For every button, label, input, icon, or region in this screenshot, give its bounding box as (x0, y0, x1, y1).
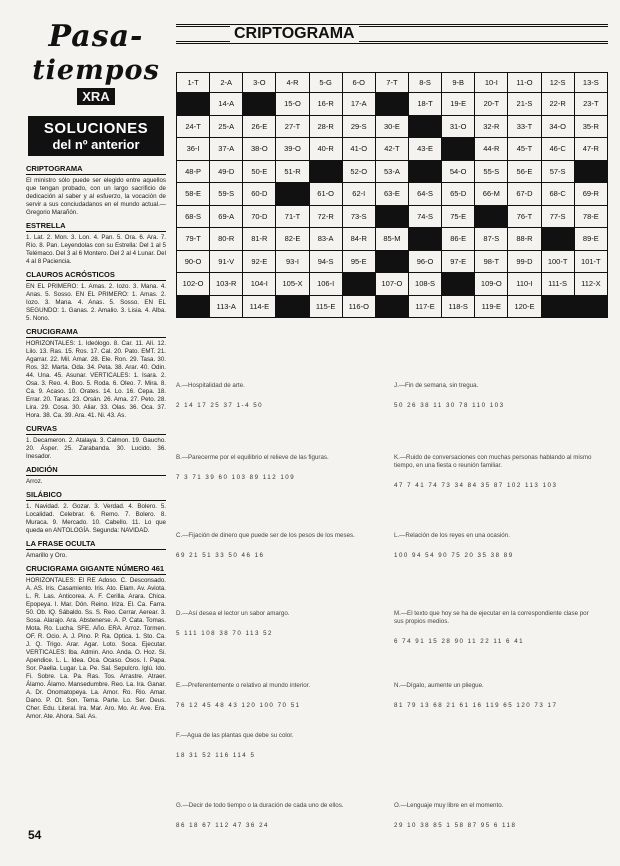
black-cell (177, 93, 210, 116)
grid-cell: 17-A (342, 93, 375, 116)
grid-cell: 69-A (210, 205, 243, 228)
clue-number-slots: 86 18 67 112 47 36 24 (176, 822, 269, 829)
grid-cell: 97-E (442, 250, 475, 273)
grid-cell: 49-D (210, 160, 243, 183)
solution-section (26, 327, 166, 420)
grid-cell: 95-E (342, 250, 375, 273)
grid-cell: 74-S (408, 205, 441, 228)
grid-cell: 16-R (309, 93, 342, 116)
grid-cell: 83-A (309, 228, 342, 251)
grid-cell: 70-D (243, 205, 276, 228)
grid-cell: 1-T (177, 73, 210, 93)
grid-cell: 79-T (177, 228, 210, 251)
grid-cell: 25-A (210, 115, 243, 138)
grid-cell: 66-M (475, 183, 508, 206)
grid-cell: 94-S (309, 250, 342, 273)
clue-text: N.—Dígalo, aumente un pliegue. (394, 682, 484, 689)
clue-text: D.—Así desea el lector un sabor amargo. (176, 610, 290, 617)
solutions-list (26, 164, 166, 721)
grid-cell: 72-R (309, 205, 342, 228)
grid-cell: 71-T (276, 205, 309, 228)
grid-cell: 43-E (408, 138, 441, 161)
grid-cell: 38-O (243, 138, 276, 161)
clue-text: K.—Ruido de conversaciones con muchas personas hablando al mismo tiempo, en una fiesta o reunión familiar. (394, 454, 592, 469)
solution-section-heading: CRUCIGRAMA GIGANTE NÚMERO 461 (26, 564, 165, 573)
black-cell (408, 228, 441, 251)
clue-item (176, 610, 382, 637)
clue-item (394, 802, 600, 829)
black-cell (574, 295, 607, 318)
solution-section-heading: SILÁBICO (26, 490, 166, 501)
grid-cell: 48-P (177, 160, 210, 183)
grid-cell: 44-R (475, 138, 508, 161)
grid-cell: 31-O (442, 115, 475, 138)
page-number: 54 (28, 828, 42, 842)
grid-cell: 62-I (342, 183, 375, 206)
grid-cell: 13-S (574, 73, 607, 93)
grid-cell: 109-O (475, 273, 508, 296)
logo-line-1: Pasa- (48, 20, 144, 54)
grid-cell: 119-E (475, 295, 508, 318)
grid-cell: 76-T (508, 205, 541, 228)
black-cell (342, 273, 375, 296)
clue-item (394, 682, 600, 709)
grid-cell: 15-O (276, 93, 309, 116)
grid-cell: 81-R (243, 228, 276, 251)
grid-cell: 112-X (574, 273, 607, 296)
clue-number-slots: 69 21 51 33 50 46 16 (176, 552, 265, 559)
grid-cell: 22-R (541, 93, 574, 116)
grid-cell: 82-E (276, 228, 309, 251)
grid-cell: 116-O (342, 295, 375, 318)
grid-cell: 61-O (309, 183, 342, 206)
solution-section-text: HORIZONTALES: El RE Adoso. C. Desconsado. A. AS. Iris. Casamiento. Iris. Ato. Elam. Av. Aviota. L. R. Las. Anticorea. A. F. Cerilla. Arara. Chica. Epopeya. I. Mar. Dón. Reino. Iriza. El. Ca. Farra. 50. Ob. IQ. Sábaldo. Ss. S. Reo. Cerrar. Aerear. 3. Sosa. Alarajo. Ara. Abstenerse. A. P. Cata. Tomas. Mota. Ro. Lucha. SFE. Año. ERA. Arroz. Tormen. OF. R. Ocio. A. J. Pino. P. Ra. Optica. 1. Sto. Ca. J. Q. Trigo. Arar. Agar. Loto. Soca. Ejecutar. VERTICALES: Iba. Admin. Ano. Anda. O. Hoz. Si. Apendice. L. L. Idea. Oca. Ocaso. Osos. I. Papa. Sor. Paella. Lugar. La. Pe. Sal. Sepulcro. Iglú. Ido. Fi. Sobre. La. Pa. Ras. Tos. Arrastre. Atraer. Álamo. Álamo. Mansedumbre. Reo. La. Ira. Ganar. A. Dr. Onomatopeya. La. Amor. Ro. Rio. Amar. Dano. P. Ot. Son. Tema. Parte. Lo. Ser. Deus. Cher. Edu. Literal. Ira. Mar. Aro. Mo. Ar. Ave. Era. Amor. Ate. Ahora. Sal. As. (26, 577, 166, 720)
grid-cell: 5-G (309, 73, 342, 93)
solution-section (26, 539, 166, 560)
black-cell (408, 160, 441, 183)
grid-cell: 33-T (508, 115, 541, 138)
solution-section (26, 465, 166, 486)
grid-cell: 19-E (442, 93, 475, 116)
grid-cell: 113-A (210, 295, 243, 318)
grid-cell: 52-O (342, 160, 375, 183)
grid-cell: 24-T (177, 115, 210, 138)
grid-cell: 47-R (574, 138, 607, 161)
solution-section-text: 1. Lat. 2. Mon. 3. Lon. 4. Pan. 5. Ora. 6. Ara. 7. Río. 8. Pan. Leyendolas con su Estrella: Del 1 al 5 Telémaco. Del 3 al 6 Montero. Del 2 al 4 Lunar. Del 4 al 8 Paciencia. (26, 234, 166, 265)
clue-item (394, 532, 600, 559)
title-banner (176, 24, 608, 44)
grid-cell: 21-S (508, 93, 541, 116)
grid-cell: 30-E (375, 115, 408, 138)
grid-cell: 42-T (375, 138, 408, 161)
magazine-logo (26, 20, 166, 108)
grid-cell: 87-S (475, 228, 508, 251)
black-cell (375, 93, 408, 116)
black-cell (375, 205, 408, 228)
grid-cell: 73-S (342, 205, 375, 228)
solution-section-text: 1. Navidad. 2. Gozar. 3. Verdad. 4. Bolero. 5. Localidad. Celebrar. 6. Remo. 7. Bolero. 8. Muraca. 9. Mercado. 10. Cabello. 11. Lo que queda en ANTOLOGÍA. Segunda: NAVIDAD. (26, 503, 166, 534)
grid-cell: 37-A (210, 138, 243, 161)
solution-section (26, 164, 166, 217)
grid-cell: 104-I (243, 273, 276, 296)
grid-row (177, 205, 608, 228)
grid-cell: 85-M (375, 228, 408, 251)
solution-section-text: HORIZONTALES: 1. Ideólogo. 8. Car. 11. Alí. 12. Lilo. 13. Ras. 15. Ros. 17. Cal. 20. Pato. EMT. 21. Agarrar. 22. Mil. Amar. 28. Ele. Ron. 29. Tasa. 30. Ros. 32. Marta. Oda. 34. Peta. 38. Arar. 40. Odin. 44. Una. 45. Asunar. VERTICALES: 1. Isara. 2. Osa. 3. Reo. 4. Boo. 5. Roda. 6. Oleo. 7. Mira. 8. Ca. 9. Acaso. 10. Orates. 14. Lo. 16. Cepa. 18. Errar. 20. Taras. 23. Orsán. 26. Ama. 27. Peto. 28. Lira. 29. Cosa. 30. Aliar. 33. Olas. 36. Oca. 37. Hora. 38. Ca. 39. Ara. 41. Ni. 43. As. (26, 340, 166, 419)
page-title: CRIPTOGRAMA (230, 25, 359, 43)
clue-text: C.—Fijación de dinero que puede ser de los pesos de los meses. (176, 532, 355, 539)
grid-cell: 8-S (408, 73, 441, 93)
clue-text: M.—El texto que hoy se ha de ejecutar en la correspondiente clase por sus propios medios. (394, 610, 589, 625)
grid-cell: 77-S (541, 205, 574, 228)
grid-cell: 6-O (342, 73, 375, 93)
grid-cell: 80-R (210, 228, 243, 251)
grid-row (177, 250, 608, 273)
grid-cell: 2-A (210, 73, 243, 93)
solutions-title: SOLUCIONES (43, 120, 149, 137)
clue-text: J.—Fin de semana, sin tregua. (394, 382, 479, 389)
clue-number-slots: 7 3 71 39 60 103 89 112 109 (176, 474, 296, 481)
grid-row (177, 115, 608, 138)
grid-cell: 93-I (276, 250, 309, 273)
grid-cell: 20-T (475, 93, 508, 116)
clue-text: F.—Agua de las plantas que debe su color. (176, 732, 294, 739)
clue-item (176, 732, 382, 759)
grid-cell: 108-S (408, 273, 441, 296)
clue-list (176, 382, 608, 842)
left-column (26, 20, 166, 840)
grid-cell: 90-O (177, 250, 210, 273)
grid-cell: 23-T (574, 93, 607, 116)
solution-section-heading: CURVAS (26, 424, 166, 435)
solution-section-text: El ministro sólo puede ser elegido entre aquellos que tengan probado, con un largo sacrificio de dedicación al saber y al esfuerzo, la vocación de servir a sus conciudadanos en el mundo actual.—Gregorio Marañón. (26, 177, 166, 216)
clue-text: O.—Lenguaje muy libre en el momento. (394, 802, 504, 809)
clue-number-slots: 47 7 41 74 73 34 84 35 87 102 113 103 (394, 482, 558, 489)
grid-cell: 39-O (276, 138, 309, 161)
black-cell (276, 295, 309, 318)
solution-section-text: Arroz. (26, 478, 43, 485)
grid-cell: 101-T (574, 250, 607, 273)
grid-cell: 3-O (243, 73, 276, 93)
grid-cell: 36-I (177, 138, 210, 161)
clue-item (176, 802, 382, 829)
grid-cell: 27-T (276, 115, 309, 138)
grid-cell: 40-R (309, 138, 342, 161)
black-cell (177, 295, 210, 318)
clue-item (394, 610, 600, 645)
grid-cell: 18-T (408, 93, 441, 116)
grid-cell: 68-C (541, 183, 574, 206)
grid-cell: 41-O (342, 138, 375, 161)
black-cell (375, 250, 408, 273)
grid-cell: 58-E (177, 183, 210, 206)
grid-cell: 11-O (508, 73, 541, 93)
solution-section (26, 424, 166, 461)
grid-cell: 9-B (442, 73, 475, 93)
grid-cell: 75-E (442, 205, 475, 228)
clue-number-slots: 76 12 45 48 43 120 100 70 51 (176, 702, 301, 709)
grid-cell: 102-O (177, 273, 210, 296)
black-cell (375, 295, 408, 318)
grid-cell: 84-R (342, 228, 375, 251)
clue-number-slots: 29 10 38 85 1 58 87 95 6 118 (394, 822, 517, 829)
solution-section-heading: CRUCIGRAMA (26, 327, 166, 338)
grid-row (177, 138, 608, 161)
clue-text: B.—Parecerme por el equilibrio el relieve de las figuras. (176, 454, 329, 461)
grid-cell: 4-R (276, 73, 309, 93)
grid-cell: 86-E (442, 228, 475, 251)
black-cell (309, 160, 342, 183)
clue-item (394, 454, 600, 489)
grid-cell: 50-E (243, 160, 276, 183)
black-cell (442, 138, 475, 161)
grid-cell: 60-D (243, 183, 276, 206)
grid-cell: 63-E (375, 183, 408, 206)
grid-row (177, 73, 608, 93)
clue-item (176, 682, 382, 709)
solution-section (26, 490, 166, 535)
clue-item (394, 382, 600, 409)
clue-number-slots: 100 94 54 90 75 20 35 38 89 (394, 552, 514, 559)
grid-cell: 26-E (243, 115, 276, 138)
solutions-header (28, 116, 164, 156)
grid-cell: 103-R (210, 273, 243, 296)
grid-cell: 34-O (541, 115, 574, 138)
grid-cell: 67-D (508, 183, 541, 206)
grid-row (177, 93, 608, 116)
black-cell (243, 93, 276, 116)
solution-section (26, 564, 166, 721)
grid-row (177, 183, 608, 206)
grid-cell: 92-E (243, 250, 276, 273)
black-cell (541, 228, 574, 251)
grid-cell: 59-S (210, 183, 243, 206)
grid-cell: 46-C (541, 138, 574, 161)
clue-number-slots: 18 31 52 116 114 5 (176, 752, 256, 759)
clue-item (176, 532, 382, 559)
black-cell (475, 205, 508, 228)
grid-cell: 89-E (574, 228, 607, 251)
clue-number-slots: 6 74 91 15 28 90 11 22 11 6 41 (394, 638, 525, 645)
grid-cell: 28-R (309, 115, 342, 138)
grid-row (177, 295, 608, 318)
cryptogram-grid (176, 72, 608, 318)
grid-cell: 65-D (442, 183, 475, 206)
grid-cell: 55-S (475, 160, 508, 183)
clue-text: G.—Decir de todo tiempo o la duración de cada uno de ellos. (176, 802, 344, 809)
clue-item (176, 454, 382, 481)
solution-section-text: 1. Decameron. 2. Atalaya. 3. Calmon. 19. Gaucho. 20. Ásper. 25. Zarabanda. 30. Lucido. 36. Inesador. (26, 437, 166, 460)
grid-cell: 64-S (408, 183, 441, 206)
grid-cell: 91-V (210, 250, 243, 273)
clue-number-slots: 5 111 108 38 70 113 52 (176, 630, 273, 637)
grid-cell: 115-E (309, 295, 342, 318)
solution-section-heading: ADICIÓN (26, 465, 166, 476)
grid-cell: 69-R (574, 183, 607, 206)
clue-text: L.—Relación de los reyes en una ocasión. (394, 532, 510, 539)
right-column (176, 24, 608, 844)
solution-section-heading: CLAUROS ACRÓSTICOS (26, 270, 166, 281)
black-cell (541, 295, 574, 318)
solution-section (26, 221, 166, 266)
grid-cell: 117-E (408, 295, 441, 318)
grid-cell: 98-T (475, 250, 508, 273)
grid-cell: 54-O (442, 160, 475, 183)
grid-cell: 53-A (375, 160, 408, 183)
clue-text: A.—Hospitalidad de arte. (176, 382, 245, 389)
grid-cell: 14-A (210, 93, 243, 116)
grid-cell: 111-S (541, 273, 574, 296)
solution-section-text: Amarillo y Oro. (26, 552, 67, 559)
grid-row (177, 228, 608, 251)
clue-number-slots: 50 26 38 11 30 78 110 103 (394, 402, 505, 409)
grid-cell: 88-R (508, 228, 541, 251)
solution-section-text: EN EL PRIMERO: 1. Amas. 2. Iozo. 3. Mana. 4. Anas. 5. Sosso. EN EL PRIMERO: 1. Amas. 2. Iozo. 3. Mana. 4. Anas. 5. Sosso. EN EL SEGUNDO: 1. Ganas. 2. Amalio. 3. Lisia. 4. Alba. 5. Nono. (26, 283, 166, 322)
solutions-subtitle: del nº anterior (52, 137, 140, 152)
grid-cell: 12-S (541, 73, 574, 93)
black-cell (408, 115, 441, 138)
grid-cell: 100-T (541, 250, 574, 273)
grid-row (177, 273, 608, 296)
clue-item (176, 382, 382, 409)
black-cell (442, 273, 475, 296)
logo-line-2: tiempos (32, 55, 160, 86)
grid-cell: 32-R (475, 115, 508, 138)
clue-text: E.—Preferentemente o relativo al mundo interior. (176, 682, 311, 689)
grid-cell: 51-R (276, 160, 309, 183)
solution-section (26, 270, 166, 323)
grid-cell: 56-E (508, 160, 541, 183)
grid-cell: 78-E (574, 205, 607, 228)
grid-cell: 120-E (508, 295, 541, 318)
clue-number-slots: 81 79 13 68 21 61 16 119 65 120 73 17 (394, 702, 558, 709)
grid-cell: 10-I (475, 73, 508, 93)
black-cell (574, 160, 607, 183)
grid-cell: 118-S (442, 295, 475, 318)
grid-cell: 105-X (276, 273, 309, 296)
grid-cell: 68-S (177, 205, 210, 228)
grid-cell: 107-O (375, 273, 408, 296)
grid-cell: 29-S (342, 115, 375, 138)
grid-cell: 35-R (574, 115, 607, 138)
clue-number-slots: 2 14 17 25 37 1-4 50 (176, 402, 264, 409)
grid-cell: 96-O (408, 250, 441, 273)
grid-cell: 7-T (375, 73, 408, 93)
grid-cell: 45-T (508, 138, 541, 161)
grid-cell: 110-I (508, 273, 541, 296)
logo-tag: XRA (77, 88, 114, 105)
solution-section-heading: LA FRASE OCULTA (26, 539, 166, 550)
grid-cell: 99-D (508, 250, 541, 273)
solution-section-heading: CRIPTOGRAMA (26, 164, 166, 175)
solution-section-heading: ESTRELLA (26, 221, 166, 232)
grid-row (177, 160, 608, 183)
grid-cell: 57-S (541, 160, 574, 183)
black-cell (276, 183, 309, 206)
grid-cell: 114-E (243, 295, 276, 318)
grid-cell: 106-I (309, 273, 342, 296)
